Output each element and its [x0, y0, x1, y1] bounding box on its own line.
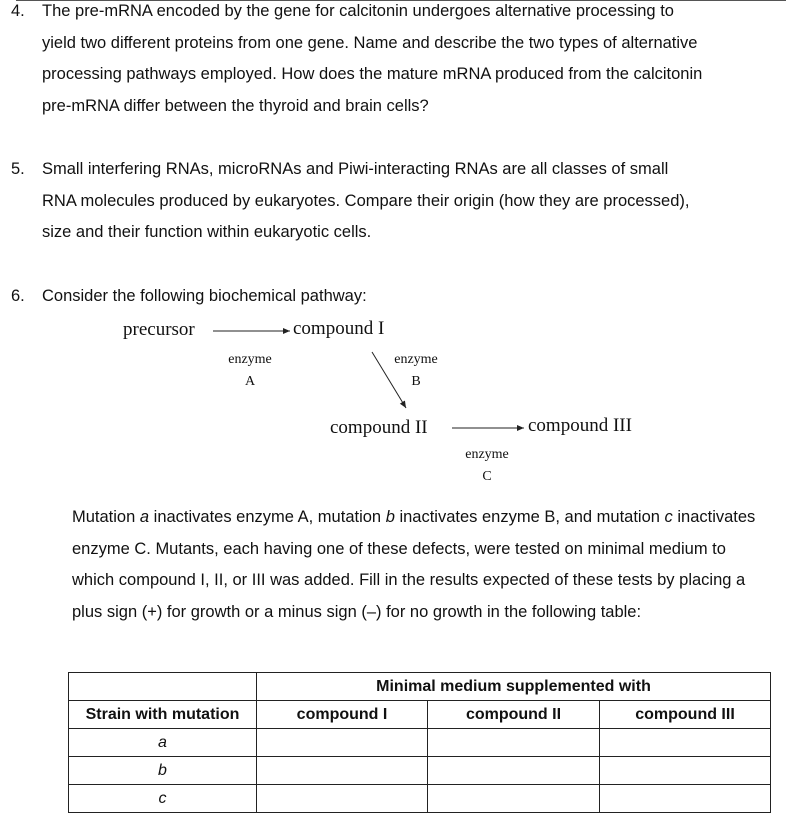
strain-header: Strain with mutation [69, 701, 257, 729]
precursor-label: precursor [123, 319, 195, 340]
table-header-row [69, 673, 771, 701]
group-header: Minimal medium supplemented with [257, 673, 771, 701]
answer-cell[interactable] [600, 785, 771, 813]
text-run: inactivates enzyme B, and mutation [394, 508, 665, 526]
compound-3-label: compound III [528, 415, 632, 436]
mutation-a: a [139, 508, 150, 526]
instructions-paragraph [72, 502, 772, 628]
text-run: inactivates enzyme C. Mutants, each having one of these defects, were tested on minimal medium to which compound I, II, or III was added. Fill in the results expected of these tests by placing a plus sign (+) for growth or a minus sign (–) for no growth in the following table: [72, 508, 756, 621]
column-header: compound I [257, 701, 428, 729]
strain-cell: a [69, 729, 257, 757]
enzyme-word: enzyme [228, 352, 272, 367]
answer-cell[interactable] [428, 757, 600, 785]
text-run: inactivates enzyme A, mutation [149, 508, 386, 526]
enzyme-word: enzyme [394, 352, 438, 367]
empty-header-cell [69, 673, 257, 701]
compound-2-label: compound II [330, 417, 428, 438]
answer-cell[interactable] [257, 785, 428, 813]
question-number: 4. [11, 2, 25, 20]
text-line: The pre-mRNA encoded by the gene for calcitonin undergoes alternative processing to [42, 2, 674, 20]
table-row [69, 757, 771, 785]
results-table [68, 672, 771, 813]
text-line: size and their function within eukaryotic cells. [42, 223, 372, 241]
table-header-row [69, 701, 771, 729]
enzyme-letter: A [244, 374, 256, 389]
answer-cell[interactable] [600, 757, 771, 785]
enzyme-letter: C [482, 469, 492, 484]
column-header: compound II [428, 701, 600, 729]
mutation-b: b [385, 508, 395, 526]
enzyme-c-label [452, 444, 522, 488]
text-run: Mutation [72, 508, 140, 526]
text-line: yield two different proteins from one gene. Name and describe the two types of alternative [42, 33, 698, 52]
answer-cell[interactable] [428, 785, 600, 813]
text-line: Consider the following biochemical pathway: [42, 287, 367, 305]
mutation-c: c [664, 508, 673, 526]
answer-cell[interactable] [600, 729, 771, 757]
answer-cell[interactable] [428, 729, 600, 757]
enzyme-a-label [215, 349, 285, 393]
text-line: pre-mRNA differ between the thyroid and brain cells? [42, 96, 429, 115]
enzyme-word: enzyme [465, 447, 509, 462]
text-line: processing pathways employed. How does the mature mRNA produced from the calcitonin [42, 65, 703, 83]
answer-cell[interactable] [257, 729, 428, 757]
table-row [69, 729, 771, 757]
answer-cell[interactable] [257, 757, 428, 785]
strain-cell: b [69, 757, 257, 785]
enzyme-letter: B [411, 374, 421, 389]
column-header: compound III [600, 701, 771, 729]
question-number: 5. [11, 160, 25, 178]
enzyme-b-label [381, 349, 451, 393]
text-line: RNA molecules produced by eukaryotes. Compare their origin (how they are processed), [42, 191, 690, 210]
table-row [69, 785, 771, 813]
compound-1-label: compound I [293, 318, 385, 339]
text-line: Small interfering RNAs, microRNAs and Piwi-interacting RNAs are all classes of small [42, 160, 669, 178]
question-number: 6. [11, 287, 25, 305]
strain-cell: c [69, 785, 257, 813]
